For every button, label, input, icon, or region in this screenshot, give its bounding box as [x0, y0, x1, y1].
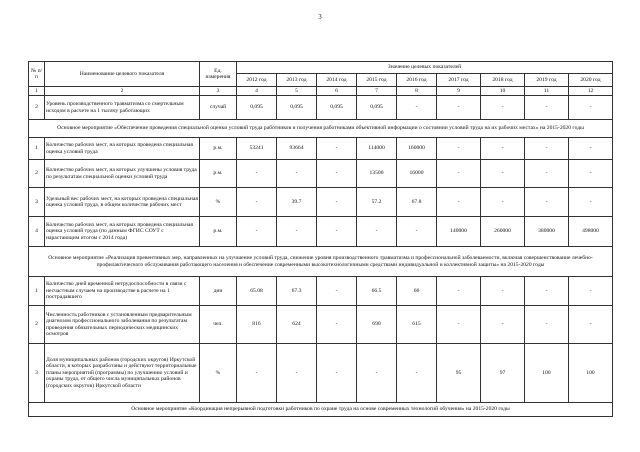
unit-cell: случай: [200, 96, 237, 120]
section-title: Основное мероприятие «Обеспечение проведения специальной оценки условий труда работников и получения работниками объективной информации о состоянии условий труда на их рабочих местах» на 2015-2020 годы: [29, 120, 613, 138]
header-year: 2018 год: [481, 74, 525, 87]
value-cell: 0,095: [357, 96, 397, 120]
value-cell: 160000: [397, 138, 437, 160]
column-number: 3: [200, 87, 237, 96]
value-cell: -: [277, 217, 317, 247]
value-cell: -: [317, 217, 357, 247]
value-cell: 39.7: [277, 188, 317, 217]
table-body: [29, 62, 613, 417]
indicator-name: Уровень производственного травматизма со смертельным исходом в расчете на 1 тысячу работающих: [45, 96, 200, 120]
value-cell: 95: [437, 344, 481, 403]
column-number: 6: [317, 87, 357, 96]
value-cell: -: [397, 96, 437, 120]
section-row: [29, 120, 613, 138]
row-number: 3: [29, 188, 45, 217]
value-cell: -: [525, 138, 569, 160]
column-number: 5: [277, 87, 317, 96]
value-cell: 13500: [357, 160, 397, 188]
unit-cell: р.м.: [200, 138, 237, 160]
value-cell: 816: [237, 306, 277, 344]
target-indicators-table: [28, 61, 613, 417]
indicator-name: Количество дней временной нетрудоспособности в связи с несчастным случаем на производстве в расчете на 1 пострадавшего: [45, 277, 200, 306]
value-cell: -: [481, 138, 525, 160]
value-cell: -: [525, 96, 569, 120]
value-cell: -: [317, 160, 357, 188]
value-cell: 100: [569, 344, 613, 403]
value-cell: -: [437, 138, 481, 160]
row-number: 1: [29, 138, 45, 160]
table-row: [29, 160, 613, 188]
value-cell: -: [569, 138, 613, 160]
row-number: 2: [29, 96, 45, 120]
header-year: 2017 год: [437, 74, 481, 87]
value-cell: -: [437, 188, 481, 217]
value-cell: 114000: [357, 138, 397, 160]
table-row: [29, 306, 613, 344]
table-row: [29, 344, 613, 403]
unit-cell: чел.: [200, 306, 237, 344]
value-cell: -: [481, 306, 525, 344]
header-year: 2016 год: [397, 74, 437, 87]
value-cell: -: [277, 344, 317, 403]
unit-cell: р.м.: [200, 217, 237, 247]
indicator-name: Количество рабочих мест, на которых проведена специальная оценка условий труда: [45, 138, 200, 160]
value-cell: -: [525, 188, 569, 217]
column-number: 2: [45, 87, 200, 96]
header-column-numbers-row: [29, 87, 613, 96]
value-cell: -: [357, 217, 397, 247]
indicator-name: Количество рабочих мест, на которых проведена специальная оценка условий труда (по данным ФГИС СОУТ с нарастающим итогом с 2014 года): [45, 217, 200, 247]
table-row: [29, 138, 613, 160]
value-cell: -: [317, 344, 357, 403]
header-year: 2014 год: [317, 74, 357, 87]
value-cell: -: [317, 188, 357, 217]
column-number: 8: [397, 87, 437, 96]
indicator-name: Численность работников с установленным предварительным диагнозом профессионального заболевания по результатам проведения обязательных периодических медицинских осмотров: [45, 306, 200, 344]
page-number: 3: [318, 13, 322, 21]
value-cell: 53241: [237, 138, 277, 160]
value-cell: -: [277, 160, 317, 188]
table-row: [29, 217, 613, 247]
value-cell: 16000: [397, 160, 437, 188]
row-number: 3: [29, 344, 45, 403]
value-cell: 97: [481, 344, 525, 403]
value-cell: -: [481, 188, 525, 217]
value-cell: -: [437, 277, 481, 306]
value-cell: -: [237, 160, 277, 188]
value-cell: -: [357, 344, 397, 403]
column-number: 4: [237, 87, 277, 96]
value-cell: 380000: [525, 217, 569, 247]
table-row: [29, 96, 613, 120]
indicator-name: Удельный вес рабочих мест, на которых проведена специальная оценка условий труда, в общем количестве рабочих мест: [45, 188, 200, 217]
unit-cell: %: [200, 188, 237, 217]
value-cell: -: [237, 217, 277, 247]
value-cell: 260000: [481, 217, 525, 247]
value-cell: -: [481, 96, 525, 120]
indicator-name: Количество рабочих мест, на которых улучшены условия труда по результатам специальной оценки условий труда: [45, 160, 200, 188]
value-cell: 0,095: [277, 96, 317, 120]
value-cell: -: [481, 277, 525, 306]
section-row: [29, 247, 613, 277]
column-number: 12: [569, 87, 613, 96]
value-cell: 615: [397, 306, 437, 344]
value-cell: 498000: [569, 217, 613, 247]
header-name: Наименование целевого показателя: [45, 62, 200, 87]
value-cell: -: [481, 160, 525, 188]
header-year: 2015 год: [357, 74, 397, 87]
row-number: 2: [29, 160, 45, 188]
value-cell: 66: [397, 277, 437, 306]
value-cell: 67.8: [397, 188, 437, 217]
value-cell: -: [237, 344, 277, 403]
value-cell: -: [237, 188, 277, 217]
value-cell: -: [569, 96, 613, 120]
value-cell: 100: [525, 344, 569, 403]
section-row: [29, 403, 613, 417]
value-cell: 66.5: [357, 277, 397, 306]
row-number: 4: [29, 217, 45, 247]
value-cell: -: [317, 277, 357, 306]
value-cell: 0,095: [317, 96, 357, 120]
header-num: № п/п: [29, 62, 45, 87]
value-cell: 57.2: [357, 188, 397, 217]
table-row: [29, 277, 613, 306]
header-row-top: [29, 62, 613, 74]
section-title: Основное мероприятие «Реализация превентивных мер, направленных на улучшение условий труда, снижение уровня производственного травматизма и профессиональной заболеваемости, включая совершенствование лечебно-профилактического обслуживания работающего населения и обеспечение современными высокотехнологичными средствами индивидуальной и коллективной защиты» на 2015-2020 годы: [29, 247, 613, 277]
value-cell: 93664: [277, 138, 317, 160]
value-cell: -: [525, 306, 569, 344]
indicator-name: Доля муниципальных районов (городских округов) Иркутской области, в которых разработаны и действуют территориальные планы мероприятий (программы) по улучшению условий и охраны труда, от общего числа муниципальных районов (городских округов) Иркутской области: [45, 344, 200, 403]
value-cell: -: [437, 96, 481, 120]
value-cell: -: [317, 306, 357, 344]
value-cell: 690: [357, 306, 397, 344]
header-year: 2019 год: [525, 74, 569, 87]
header-unit: Ед. измерения: [200, 62, 237, 87]
column-number: 1: [29, 87, 45, 96]
header-year: 2013 год: [277, 74, 317, 87]
section-title: Основное мероприятие «Координация непрерывной подготовки работников по охране труда на основе современных технологий обучения» на 2015-2020 годы: [29, 403, 613, 417]
value-cell: 0,095: [237, 96, 277, 120]
unit-cell: %: [200, 344, 237, 403]
value-cell: 624: [277, 306, 317, 344]
unit-cell: дни: [200, 277, 237, 306]
value-cell: -: [437, 160, 481, 188]
value-cell: -: [525, 160, 569, 188]
value-cell: -: [397, 217, 437, 247]
row-number: 2: [29, 306, 45, 344]
value-cell: -: [525, 277, 569, 306]
column-number: 10: [481, 87, 525, 96]
value-cell: 67.3: [277, 277, 317, 306]
row-number: 1: [29, 277, 45, 306]
column-number: 9: [437, 87, 481, 96]
value-cell: 65.08: [237, 277, 277, 306]
value-cell: -: [569, 277, 613, 306]
header-year: 2012 год: [237, 74, 277, 87]
value-cell: -: [569, 188, 613, 217]
column-number: 11: [525, 87, 569, 96]
header-year: 2020 год: [569, 74, 613, 87]
table-row: [29, 188, 613, 217]
header-values-group: Значение целевых показателей: [237, 62, 613, 74]
value-cell: -: [317, 138, 357, 160]
unit-cell: р.м.: [200, 160, 237, 188]
value-cell: -: [397, 344, 437, 403]
column-number: 7: [357, 87, 397, 96]
value-cell: -: [569, 160, 613, 188]
value-cell: -: [569, 306, 613, 344]
value-cell: -: [437, 306, 481, 344]
value-cell: 140000: [437, 217, 481, 247]
